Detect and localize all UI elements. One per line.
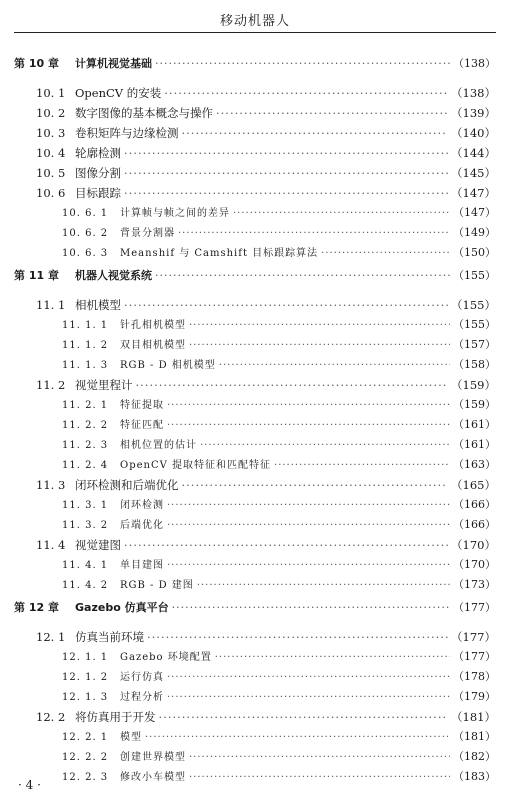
toc-leader-dots: [145, 731, 450, 745]
toc-number: 11. 2. 2: [62, 420, 109, 431]
toc-number: 第 10 章: [14, 57, 59, 70]
toc-entry-section: [36, 86, 496, 100]
toc-page-number: （155）: [453, 318, 496, 331]
toc-number: 11. 3. 1: [62, 500, 109, 511]
toc-leader-dots: [167, 499, 450, 513]
toc-entry-section: [36, 538, 496, 552]
toc-entry-sub: [62, 398, 496, 413]
toc-entry-sub: [62, 206, 496, 221]
toc-entry-sub: [62, 318, 496, 333]
toc-number: 10. 6. 2: [62, 228, 109, 239]
toc-number: 10. 6. 3: [62, 248, 109, 259]
toc-number: 12. 2. 2: [62, 752, 109, 763]
toc-leader-dots: [124, 166, 448, 180]
toc-number: 10. 6: [36, 186, 66, 200]
toc-leader-dots: [178, 227, 450, 241]
toc-title: 背景分割器: [120, 228, 175, 239]
toc-entry-section: [36, 126, 496, 140]
toc-title: 特征匹配: [120, 420, 164, 431]
toc-leader-dots: [167, 399, 450, 413]
toc-leader-dots: [274, 459, 450, 473]
toc-title: 计算帧与帧之间的差异: [120, 208, 230, 219]
running-header: 移动机器人: [219, 14, 290, 29]
toc-page-number: （147）: [453, 206, 496, 219]
toc-entry-sub: [62, 730, 496, 745]
toc-leader-dots: [136, 378, 449, 392]
toc-title: 特征提取: [120, 400, 164, 411]
toc-leader-dots: [189, 751, 450, 765]
toc-entry-sub: [62, 578, 496, 593]
toc-number: 10. 5: [36, 166, 66, 180]
toc-entry-section: [36, 298, 496, 312]
toc-page-number: （147）: [451, 186, 496, 200]
toc-entry-sub: [62, 770, 496, 785]
toc-entry-sub: [62, 518, 496, 533]
toc-title: 闭环检测: [120, 500, 164, 511]
toc-leader-dots: [321, 247, 450, 261]
toc-page-number: （181）: [451, 710, 496, 724]
toc-number: 11. 2. 1: [62, 400, 109, 411]
toc-entry-section: [36, 146, 496, 160]
toc-title: 相机模型: [75, 298, 121, 312]
toc-page-number: （178）: [453, 670, 496, 683]
toc-page-number: （170）: [451, 538, 496, 552]
toc-number: 第 12 章: [14, 601, 59, 614]
toc-number: 11. 1. 1: [62, 320, 109, 331]
toc-page-number: （144）: [451, 146, 496, 160]
toc-page-number: （179）: [453, 690, 496, 703]
toc-number: 10. 4: [36, 146, 66, 160]
toc-title: 仿真当前环境: [75, 630, 144, 644]
toc-number: 10. 3: [36, 126, 66, 140]
toc-leader-dots: [167, 519, 450, 533]
toc-leader-dots: [155, 57, 450, 71]
toc-leader-dots: [124, 538, 448, 552]
toc-title: OpenCV 提取特征和匹配特征: [120, 460, 272, 471]
toc-number: 10. 6. 1: [62, 208, 109, 219]
toc-leader-dots: [124, 186, 448, 200]
toc-number: 11. 2. 3: [62, 440, 109, 451]
toc-number: 12. 1. 3: [62, 692, 109, 703]
toc-entry-chapter: [14, 269, 496, 283]
toc-page-number: （181）: [453, 730, 496, 743]
toc-title: Gazebo 仿真平台: [75, 601, 169, 614]
toc-title: 模型: [120, 732, 142, 743]
toc-entry-sub: [62, 226, 496, 241]
toc-title: 视觉建图: [75, 538, 121, 552]
toc-page-number: （173）: [453, 578, 496, 591]
toc-page-number: （155）: [451, 298, 496, 312]
toc-page-number: （149）: [453, 226, 496, 239]
toc-title: 视觉里程计: [75, 378, 133, 392]
toc-title: RGB - D 建图: [120, 580, 194, 591]
toc-page-number: （166）: [453, 498, 496, 511]
toc-leader-dots: [189, 339, 450, 353]
toc-title: 计算机视觉基础: [75, 57, 152, 70]
toc-entry-section: [36, 630, 496, 644]
toc-entry-sub: [62, 338, 496, 353]
toc-page-number: （159）: [451, 378, 496, 392]
toc-number: 12. 2. 1: [62, 732, 109, 743]
toc-number: 11. 4: [36, 538, 66, 552]
toc-page-number: （145）: [451, 166, 496, 180]
toc-title: Gazebo 环境配置: [120, 652, 212, 663]
toc-page-number: （140）: [451, 126, 496, 140]
toc-entry-chapter: [14, 57, 496, 71]
toc-number: 11. 4. 1: [62, 560, 109, 571]
toc-leader-dots: [167, 671, 450, 685]
toc-page-number: （170）: [453, 558, 496, 571]
toc-leader-dots: [215, 651, 450, 665]
toc-number: 第 11 章: [14, 269, 59, 282]
toc-leader-dots: [159, 710, 449, 724]
toc-title: RGB - D 相机模型: [120, 360, 216, 371]
toc-title: 数字图像的基本概念与操作: [75, 106, 213, 120]
toc-page-number: （159）: [453, 398, 496, 411]
toc-page-number: （163）: [453, 458, 496, 471]
toc-title: 过程分析: [120, 692, 164, 703]
toc-leader-dots: [167, 559, 450, 573]
toc-entry-section: [36, 478, 496, 492]
toc-entry-section: [36, 378, 496, 392]
toc-title: 修改小车模型: [120, 772, 186, 783]
toc-entry-section: [36, 106, 496, 120]
toc-number: 12. 1. 2: [62, 672, 109, 683]
toc-entry-sub: [62, 358, 496, 373]
toc-leader-dots: [164, 86, 448, 100]
toc-page-number: （182）: [453, 750, 496, 763]
toc-leader-dots: [167, 691, 450, 705]
toc-entry-sub: [62, 650, 496, 665]
toc-leader-dots: [182, 126, 449, 140]
toc-leader-dots: [155, 269, 450, 283]
toc-number: 12. 2: [36, 710, 66, 724]
toc-leader-dots: [189, 771, 450, 785]
toc-page-number: （177）: [453, 650, 496, 663]
toc-leader-dots: [233, 207, 450, 221]
toc-leader-dots: [197, 579, 450, 593]
toc-number: 12. 2. 3: [62, 772, 109, 783]
toc-title: 卷积矩阵与边缘检测: [75, 126, 179, 140]
toc-title: 目标跟踪: [75, 186, 121, 200]
toc-page-number: （139）: [451, 106, 496, 120]
toc-page-number: （138）: [451, 86, 496, 100]
toc-page-number: （158）: [453, 358, 496, 371]
toc-title: Meanshif 与 Camshift 目标跟踪算法: [120, 248, 319, 259]
header-rule: [14, 32, 496, 33]
toc-page-number: （161）: [453, 418, 496, 431]
toc-leader-dots: [124, 146, 448, 160]
toc-title: 闭环检测和后端优化: [75, 478, 179, 492]
toc-title: 单目建图: [120, 560, 164, 571]
toc-page-number: （161）: [453, 438, 496, 451]
toc-number: 10. 1: [36, 86, 66, 100]
toc-entry-sub: [62, 458, 496, 473]
toc-leader-dots: [147, 630, 448, 644]
toc-page-number: （183）: [453, 770, 496, 783]
toc-title: 图像分割: [75, 166, 121, 180]
toc-leader-dots: [172, 601, 450, 615]
toc-leader-dots: [200, 439, 450, 453]
page-number: · 4 ·: [18, 778, 41, 792]
toc-page-number: （138）: [453, 57, 496, 70]
toc-entry-sub: [62, 418, 496, 433]
toc-number: 11. 3. 2: [62, 520, 109, 531]
toc-entry-sub: [62, 246, 496, 261]
toc-title: 后端优化: [120, 520, 164, 531]
toc-entry-sub: [62, 690, 496, 705]
toc-page-number: （166）: [453, 518, 496, 531]
toc-title: 相机位置的估计: [120, 440, 197, 451]
toc-entry-sub: [62, 670, 496, 685]
toc-title: 双目相机模型: [120, 340, 186, 351]
toc-number: 10. 2: [36, 106, 66, 120]
toc-leader-dots: [219, 359, 450, 373]
toc-title: 针孔相机模型: [120, 320, 186, 331]
toc-number: 11. 1. 2: [62, 340, 109, 351]
toc-entry-section: [36, 186, 496, 200]
toc-number: 11. 3: [36, 478, 66, 492]
toc-leader-dots: [216, 106, 448, 120]
toc-leader-dots: [182, 478, 449, 492]
toc-leader-dots: [167, 419, 450, 433]
toc-page-number: （157）: [453, 338, 496, 351]
toc-title: 创建世界模型: [120, 752, 186, 763]
toc-entry-sub: [62, 750, 496, 765]
toc-number: 11. 1: [36, 298, 66, 312]
toc-title: 运行仿真: [120, 672, 164, 683]
toc-number: 11. 2: [36, 378, 66, 392]
toc-page-number: （177）: [453, 601, 496, 614]
toc-number: 12. 1. 1: [62, 652, 109, 663]
toc-title: 轮廓检测: [75, 146, 121, 160]
toc-entry-sub: [62, 498, 496, 513]
toc-page-number: （155）: [453, 269, 496, 282]
toc-title: 机器人视觉系统: [75, 269, 152, 282]
toc-leader-dots: [189, 319, 450, 333]
toc-title: 将仿真用于开发: [75, 710, 156, 724]
toc-entry-chapter: [14, 601, 496, 615]
toc-number: 11. 2. 4: [62, 460, 109, 471]
toc-page-number: （165）: [451, 478, 496, 492]
toc-number: 11. 4. 2: [62, 580, 109, 591]
toc-number: 12. 1: [36, 630, 66, 644]
toc-leader-dots: [124, 298, 448, 312]
toc-entry-section: [36, 166, 496, 180]
toc-page-number: （177）: [451, 630, 496, 644]
toc-number: 11. 1. 3: [62, 360, 109, 371]
toc-title: OpenCV 的安装: [75, 86, 162, 100]
toc-entry-sub: [62, 558, 496, 573]
toc-entry-sub: [62, 438, 496, 453]
toc-page-number: （150）: [453, 246, 496, 259]
toc-entry-section: [36, 710, 496, 724]
